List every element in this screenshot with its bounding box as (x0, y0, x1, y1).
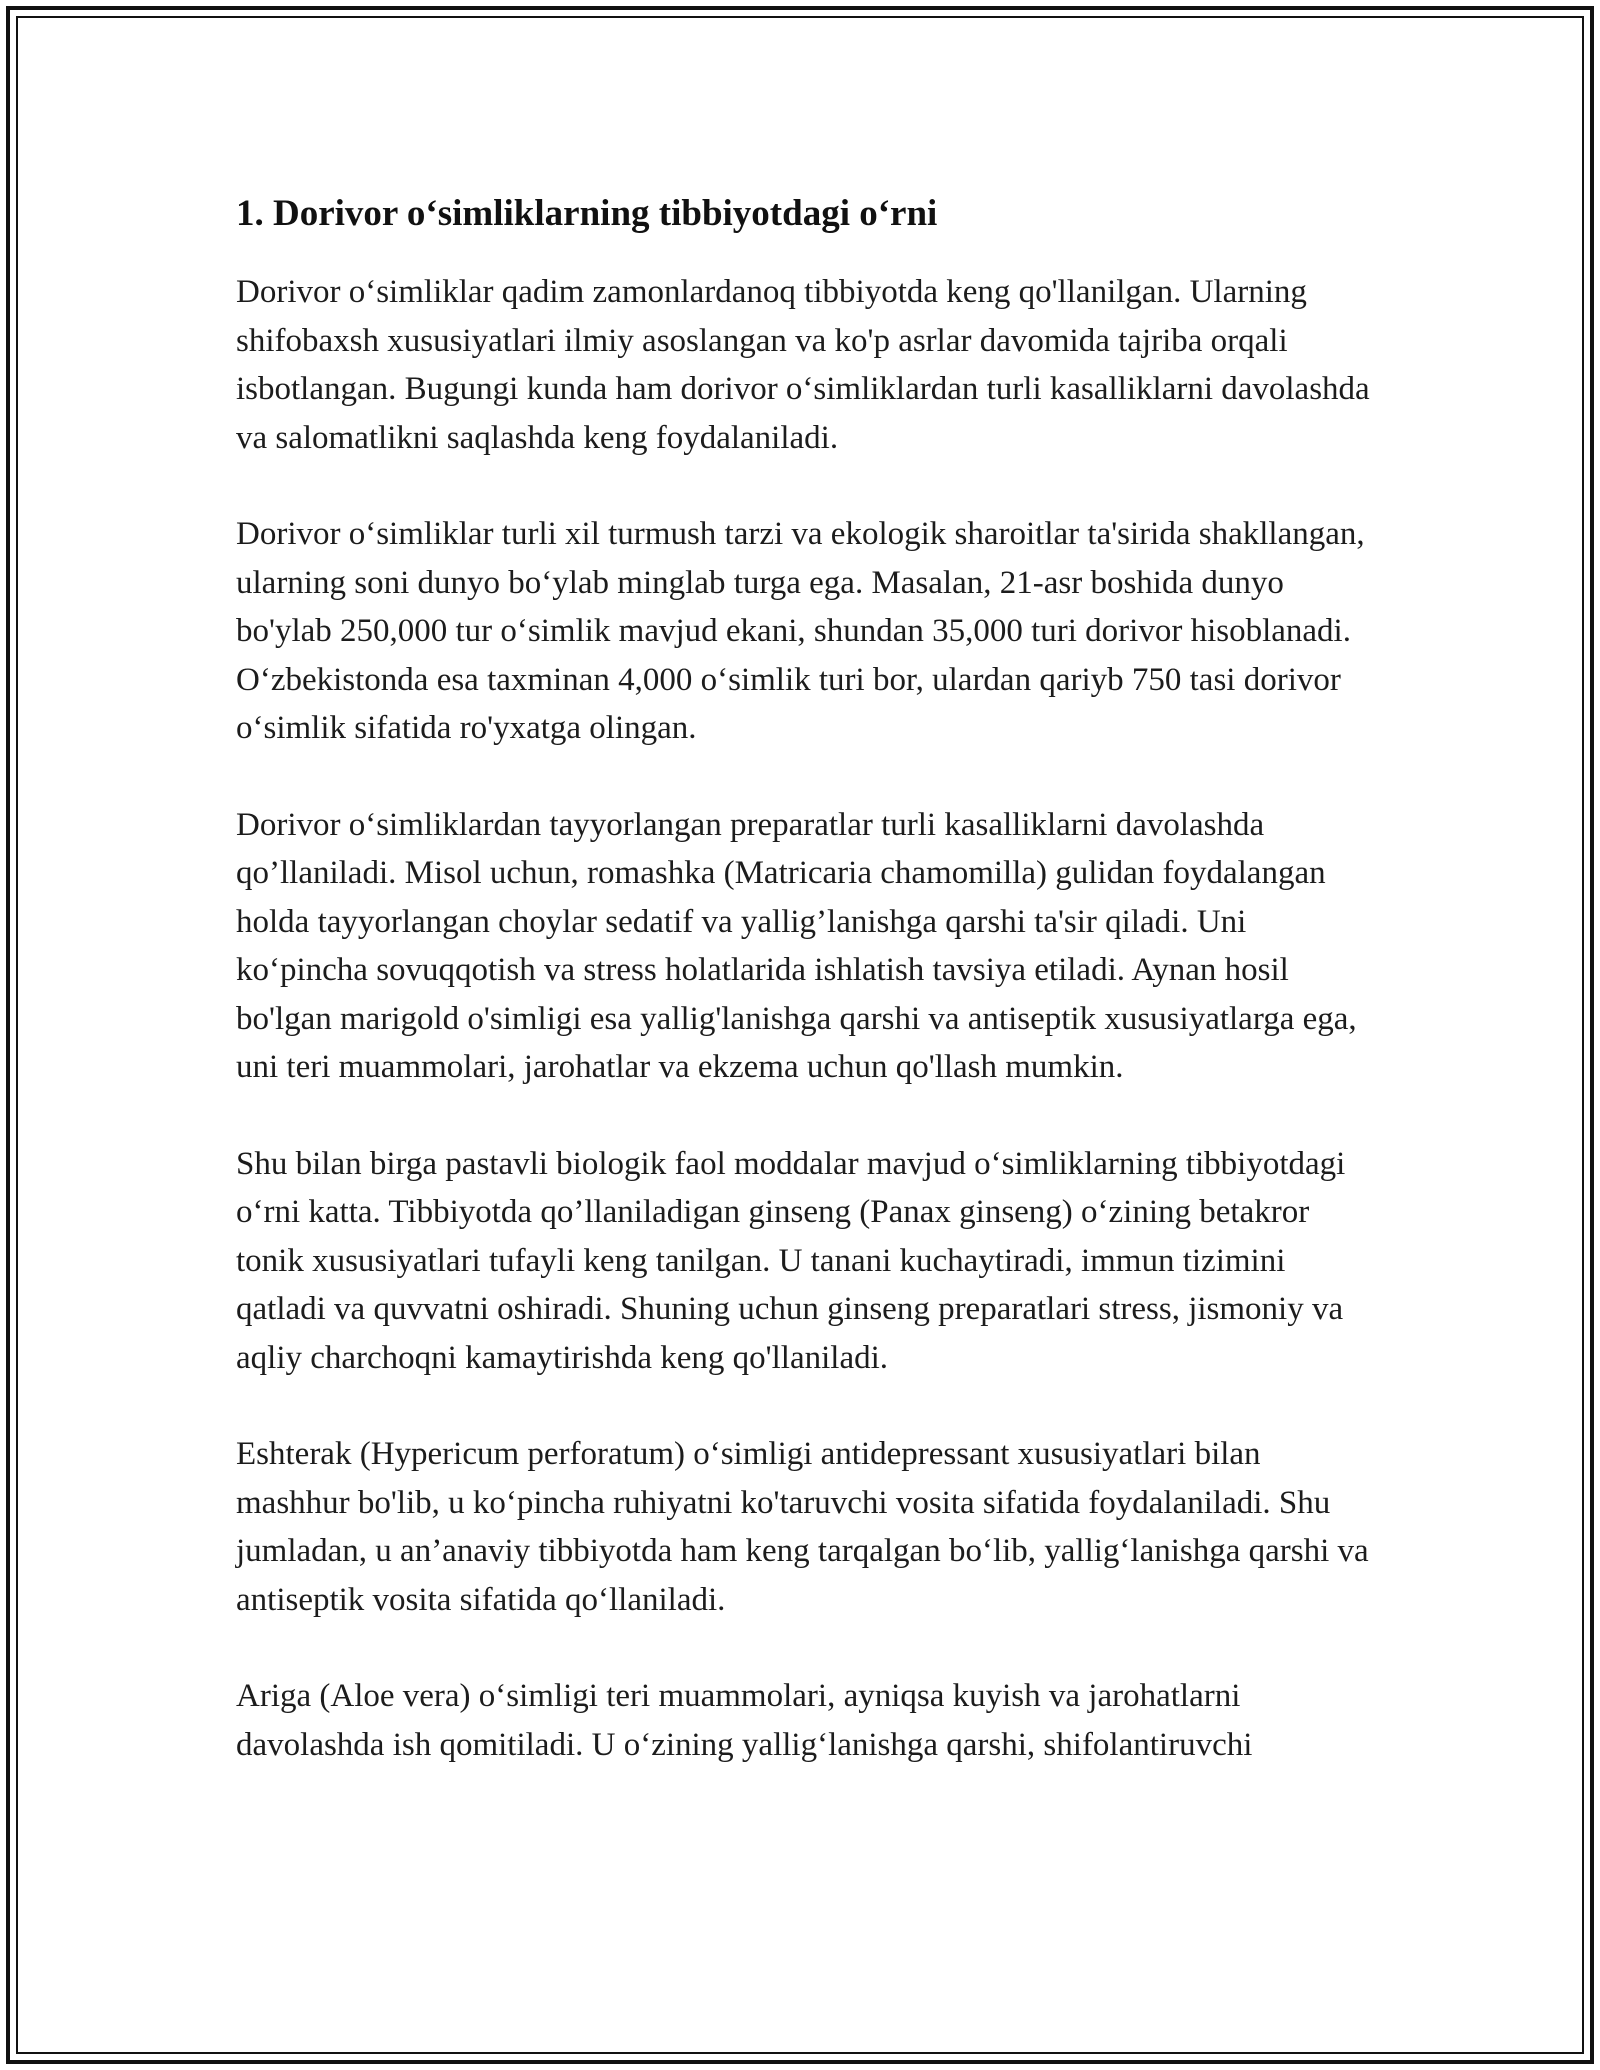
paragraph-species-count: Dorivor o‘simliklar turli xil turmush tarzi va ekologik sharoitlar ta'sirida shakllangan, ularning soni dunyo bo‘ylab minglab turga ega. Masalan, 21-asr boshida dunyo bo'ylab 250,000 tur o‘simlik mavjud ekani, shundan 35,000 turi dorivor hisoblanadi. O‘zbekistonda esa taxminan 4,000 o‘simlik turi bor, ulardan qariyb 750 tasi dorivor o‘simlik sifatida ro'yxatga olingan. (236, 516, 1365, 746)
paragraph-intro: Dorivor o‘simliklar qadim zamonlardanoq tibbiyotda keng qo'llanilgan. Ularning shifobaxsh xususiyatlari ilmiy asoslangan va ko'p asrlar davomida tajriba orqali isbotlangan. Bugungi kunda ham dorivor o‘simliklardan turli kasalliklarni davolashda va salomatlikni saqlashda keng foydalaniladi. (236, 274, 1370, 456)
section-heading: 1. Dorivor o‘simliklarning tibbiyotdagi o‘rni (236, 193, 938, 234)
document-body (236, 186, 1376, 1769)
paragraph-aloe: Ariga (Aloe vera) o‘simligi teri muammolari, ayniqsa kuyish va jarohatlarni davolashda ish qomitiladi. U o‘zining yallig‘lanishga qarshi, shifolantiruvchi (236, 1678, 1253, 1763)
paragraph-hypericum: Eshterak (Hypericum perforatum) o‘simligi antidepressant xususiyatlari bilan mashhur bo'lib, u ko‘pincha ruhiyatni ko'taruvchi vosita sifatida foydalaniladi. Shu jumladan, u an’anaviy tibbiyotda ham keng tarqalgan bo‘lib, yallig‘lanishga qarshi va antiseptik vosita sifatida qo‘llaniladi. (236, 1436, 1369, 1618)
paragraph-ginseng: Shu bilan birga pastavli biologik faol moddalar mavjud o‘simliklarning tibbiyotdagi o‘rni katta. Tibbiyotda qo’llaniladigan ginseng (Panax ginseng) o‘zining betakror tonik xususiyatlari tufayli keng tanilgan. U tanani kuchaytiradi, immun tizimini qatladi va quvvatni oshiradi. Shuning uchun ginseng preparatlari stress, jismoniy va aqliy charchoqni kamaytirishda keng qo'llaniladi. (236, 1145, 1346, 1376)
paragraph-preparations: Dorivor o‘simliklardan tayyorlangan preparatlar turli kasalliklarni davolashda qo’llaniladi. Misol uchun, romashka (Matricaria chamomilla) gulidan foydalangan holda tayyorlangan choylar sedatif va yallig’lanishga qarshi ta'sir qiladi. Uni ko‘pincha sovuqqotish va stress holatlarida ishlatish tavsiya etiladi. Aynan hosil bo'lgan marigold o'simligi esa yallig'lanishga qarshi va antiseptik xususiyatlarga ega, uni teri muammolari, jarohatlar va ekzema uchun qo'llash mumkin. (236, 806, 1357, 1085)
